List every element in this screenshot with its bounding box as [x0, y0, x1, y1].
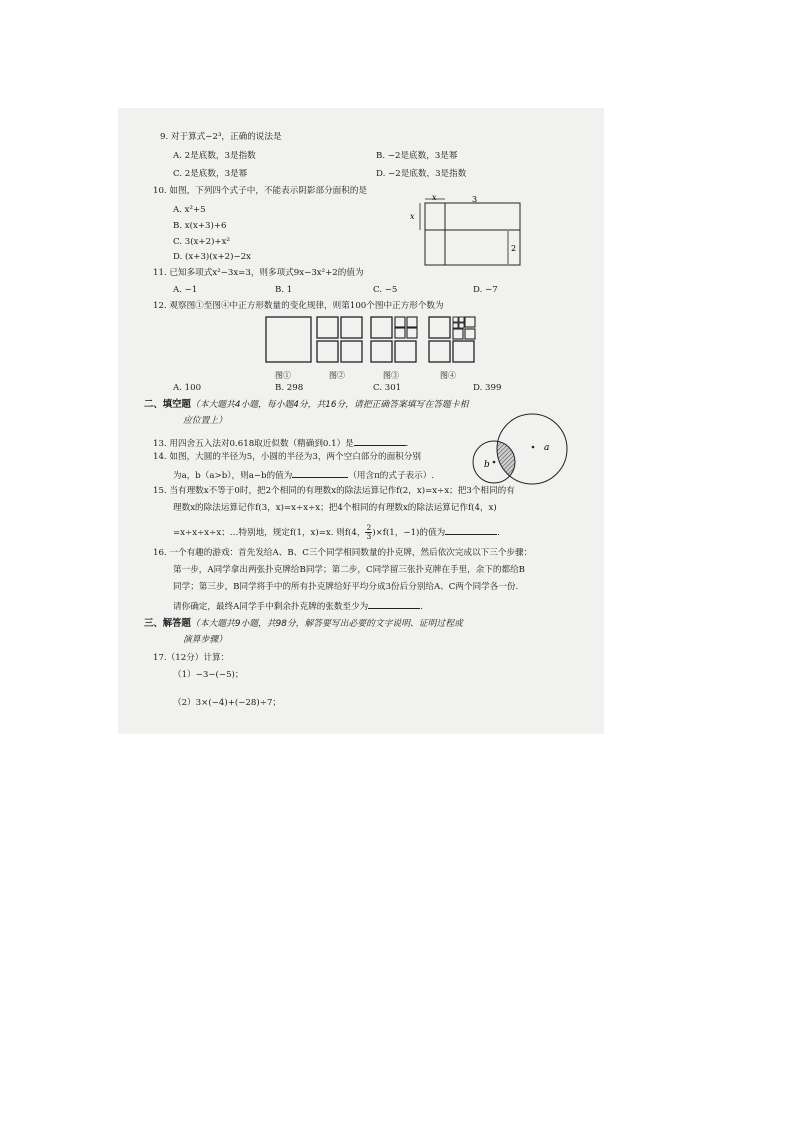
q12-figure-label-4: 图④: [440, 371, 456, 380]
section2-title: 二、填空题: [144, 399, 191, 410]
q16-line4: [173, 599, 423, 613]
section3-title: 三、解答题: [144, 618, 191, 629]
q14-label-b: b: [484, 460, 490, 470]
q17-stem: 17.（12分）计算：: [153, 653, 230, 663]
q16-line1: 16. 一个有趣的游戏：首先发给A、B、C三个同学相同数量的扑克牌，然后依次完成以下三个步骤：: [153, 548, 533, 558]
section2-heading: [144, 399, 468, 411]
q14-line2-b: （用含π的式子表示）.: [348, 471, 435, 481]
q11-option-c: C. −5: [373, 285, 398, 295]
section2-note-line1: （本大题共4小题，每小题4分，共16分，请把正确答案填写在答题卡相: [190, 400, 469, 410]
q10-option-d: D. (x+3)(x+2)−2x: [173, 252, 252, 262]
q12-option-b: B. 298: [275, 383, 304, 393]
section3-note-line1: （本大题共9小题，共98分，解答要写出必要的文字说明、证明过程或: [190, 619, 463, 629]
q12-figure-label-2: 图②: [329, 371, 345, 380]
q11-option-d: D. −7: [473, 285, 498, 295]
section2-note-line2: 应位置上）: [183, 416, 227, 426]
q16-line3: 同学；第三步，B同学将手中的所有扑克牌给好平均分成3份后分别给A、C两个同学各一份.: [173, 582, 519, 592]
q12-stem: 12. 观察图①至图④中正方形数量的变化规律，则第100个图中正方形个数为: [153, 301, 444, 311]
q12-option-c: C. 301: [373, 383, 402, 393]
q14-line1: 14. 如图，大圆的半径为5，小圆的半径为3，两个空白部分的面积分别: [153, 452, 421, 462]
q15-line2: 理数x的除法运算记作f(3，x)=x÷x÷x；把4个相同的有理数x的除法运算记作f(4，x): [173, 503, 497, 513]
q10-label-top-3: 3: [472, 195, 478, 204]
q12-figure-label-1: 图①: [275, 371, 291, 380]
q11-option-b: B. 1: [275, 285, 293, 295]
q15-frac-den: 3: [366, 532, 372, 541]
q10-option-b: B. x(x+3)+6: [173, 221, 227, 231]
q17-part2: （2）3×(−4)+(−28)÷7；: [173, 698, 282, 708]
q11-stem: 11. 已知多项式x²−3x=3，则多项式9x−3x²+2的值为: [153, 268, 364, 278]
q15-frac-num: 2: [366, 523, 372, 532]
q14-line2-a: 为a，b（a>b），则a−b的值为: [173, 471, 293, 481]
q12-figure-label-3: 图③: [383, 371, 399, 380]
q16-end: .: [420, 602, 424, 612]
q9-option-b: B. −2是底数，3是幂: [376, 151, 458, 161]
q15-line3-b: )×f(1，−1)的值为: [372, 528, 446, 538]
q12-fig1-square: [266, 317, 311, 362]
q10-rectangle-figure: [405, 193, 525, 269]
q10-label-top-x: x: [432, 193, 437, 202]
q12-option-a: A. 100: [173, 383, 202, 393]
q12-squares-figure: [262, 315, 492, 367]
q14-line2: [173, 468, 434, 482]
q12-option-d: D. 399: [473, 383, 502, 393]
q9-option-a: A. 2是底数，3是指数: [173, 151, 256, 161]
q9-option-c: C. 2是底数，3是幂: [173, 169, 248, 179]
q15-line3-a: =x÷x÷x÷x；…特别地，规定f(1，x)=x. 则f(4，: [173, 528, 366, 538]
q16-line4-text: 请你确定，最终A同学手中剩余扑克牌的张数至少为: [173, 602, 369, 612]
q15-line1: 15. 当有理数x不等于0时，把2个相同的有理数x的除法运算记作f(2，x)=x÷x；把3个相同的有: [153, 486, 515, 496]
q16-line2: 第一步，A同学拿出两张扑克牌给B同学；第二步，C同学留三张扑克牌在手里，余下的都给B: [173, 565, 525, 575]
q15-end: .: [497, 528, 500, 538]
q14-label-a: a: [544, 443, 550, 453]
q10-label-left-x: x: [410, 212, 415, 221]
q15-answer-blank[interactable]: [445, 525, 497, 535]
q14-answer-blank[interactable]: [292, 468, 348, 478]
q13-answer-blank[interactable]: [354, 436, 406, 446]
q15-line3: [173, 524, 500, 541]
section3-heading: [144, 618, 463, 630]
q17-part1: （1）−3−(−5)；: [173, 670, 244, 680]
q13-end: .: [405, 439, 409, 449]
q13-text: 13. 用四舍五入法对0.618取近似数（精确到0.1）是: [153, 439, 354, 449]
q10-stem: 10. 如图，下列四个式子中，不能表示阴影部分面积的是: [153, 186, 368, 196]
q9-stem: 9. 对于算式−2³，正确的说法是: [160, 132, 282, 142]
q10-label-right-2: 2: [511, 244, 517, 253]
section3-note-line2: 演算步骤）: [183, 635, 227, 645]
q16-answer-blank[interactable]: [368, 599, 420, 609]
q13-line: [153, 436, 409, 450]
q10-option-c: C. 3(x+2)+x²: [173, 237, 230, 247]
q9-option-d: D. −2是底数，3是指数: [376, 169, 467, 179]
q14-circles-figure: [472, 412, 582, 492]
q10-option-a: A. x²+5: [173, 205, 206, 215]
q11-option-a: A. −1: [173, 285, 198, 295]
